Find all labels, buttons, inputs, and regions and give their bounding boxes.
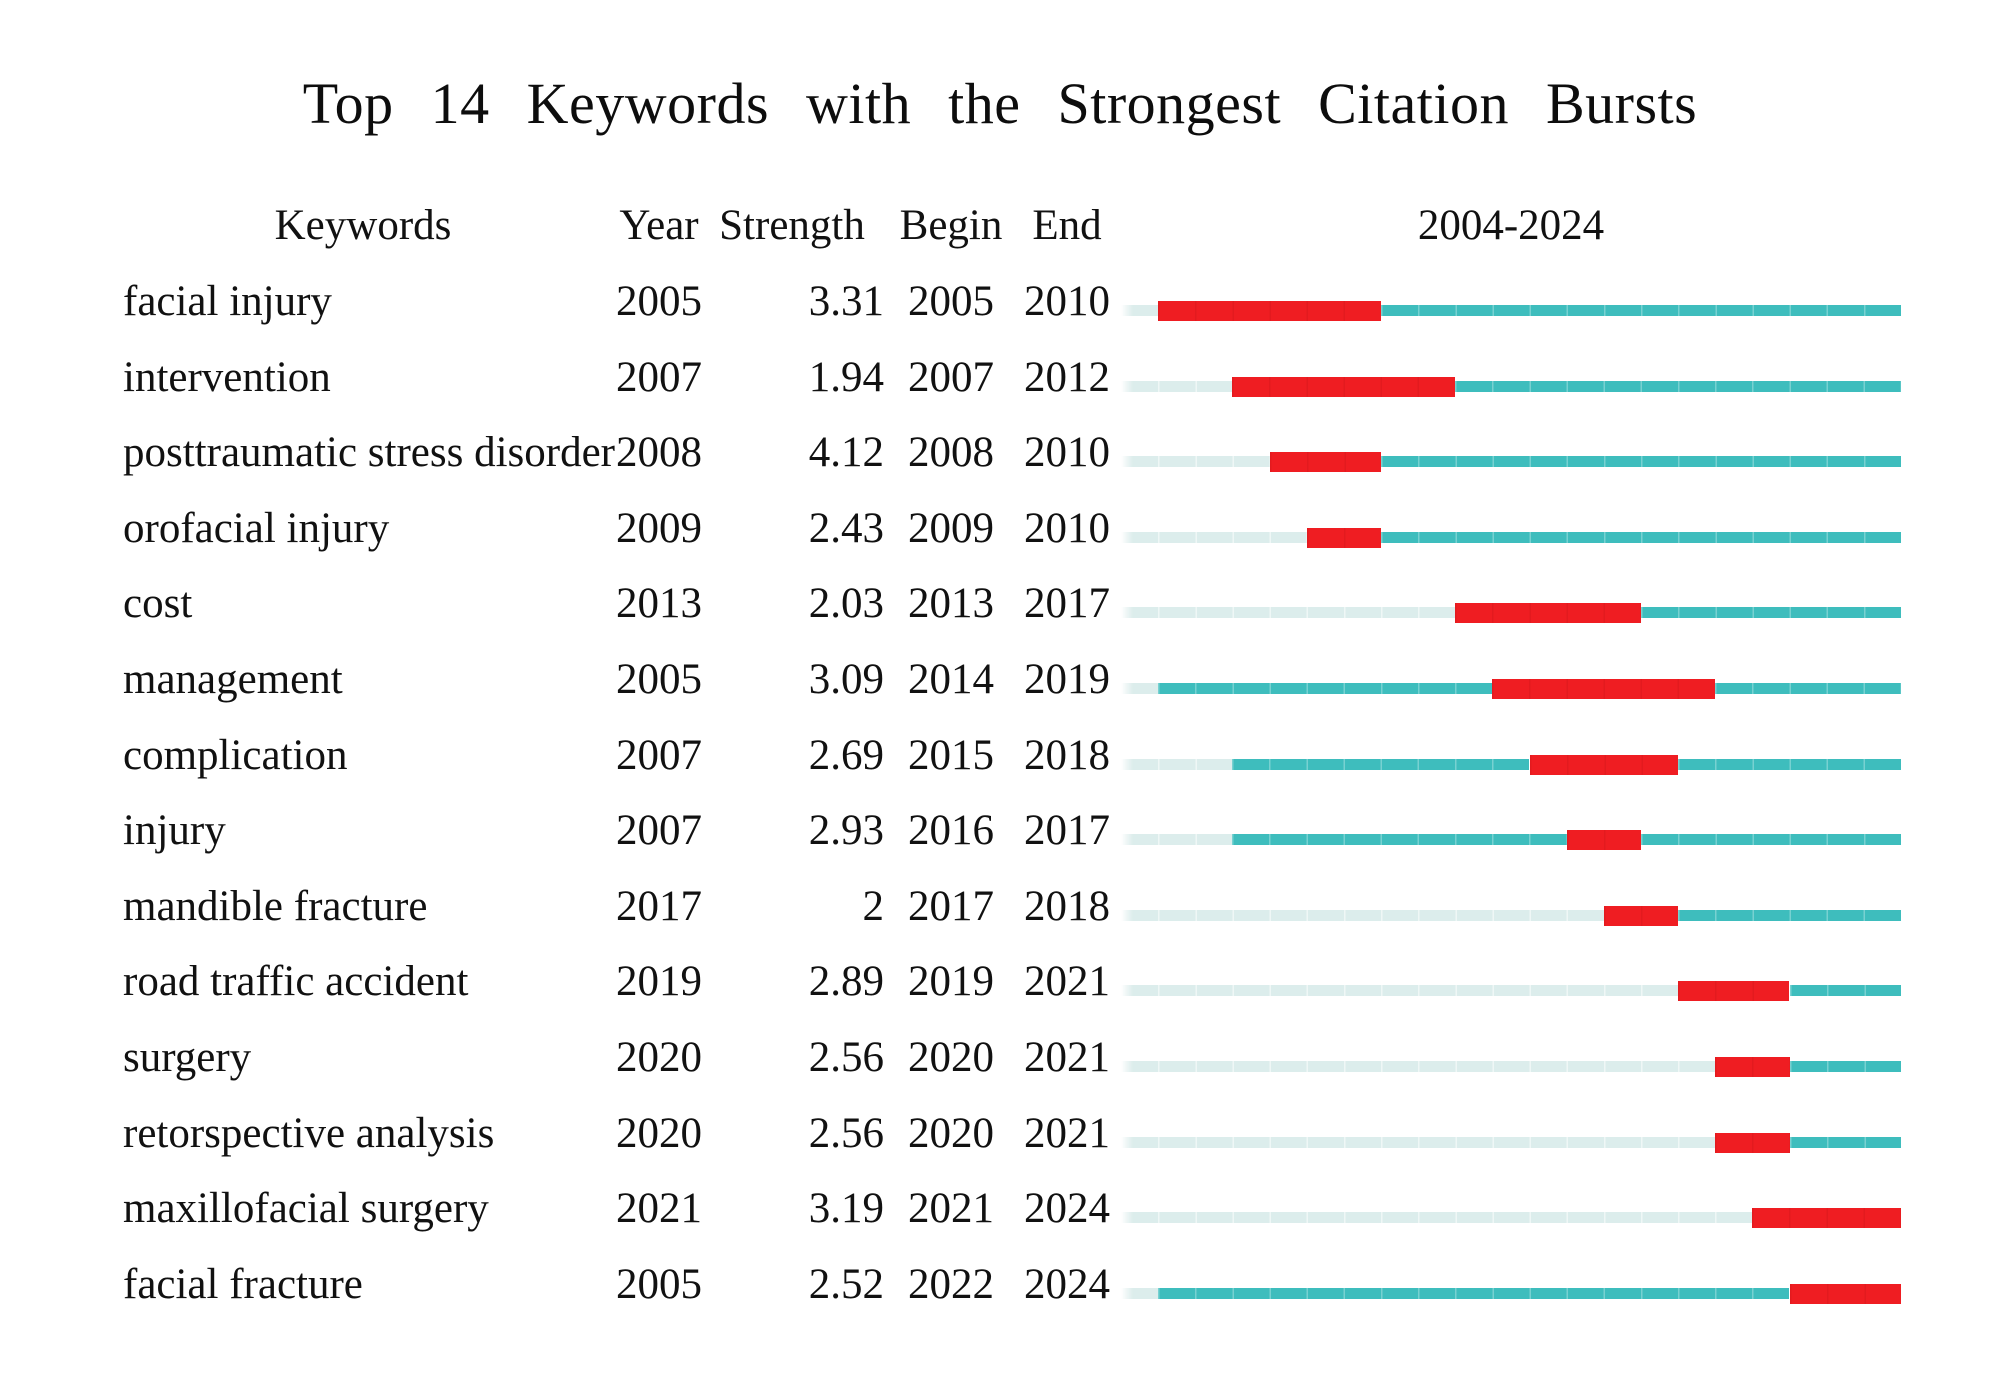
column-header-year: Year <box>619 202 699 249</box>
timeline-bar <box>1121 981 1901 1001</box>
keyword-row <box>0 944 2000 1020</box>
timeline-inactive-segment <box>1121 305 1158 316</box>
burst-segment <box>1790 1284 1901 1304</box>
timeline-bar <box>1121 906 1901 926</box>
burst-segment <box>1567 830 1641 850</box>
keyword-row <box>0 340 2000 416</box>
strength-value: 2.56 <box>808 1109 884 1157</box>
burst-segment <box>1604 906 1678 926</box>
timeline-active-segment-post <box>1678 910 1901 921</box>
end-value: 2012 <box>1024 353 1110 401</box>
end-value: 2021 <box>1024 1109 1110 1157</box>
strength-value: 2.43 <box>808 504 884 552</box>
year-value: 2017 <box>616 882 702 930</box>
strength-value: 2.89 <box>808 958 884 1006</box>
burst-segment <box>1752 1208 1901 1228</box>
timeline-bar <box>1121 603 1901 623</box>
timeline-active-segment-post <box>1641 607 1901 618</box>
timeline-active-segment-post <box>1715 683 1901 694</box>
chart-title: Top 14 Keywords with the Strongest Citation Bursts <box>302 71 1698 136</box>
burst-segment <box>1715 1133 1789 1153</box>
timeline-inactive-segment <box>1121 759 1232 770</box>
strength-value: 3.19 <box>808 1185 884 1233</box>
burst-segment <box>1715 1057 1789 1077</box>
year-value: 2005 <box>616 278 702 325</box>
year-value: 2005 <box>616 656 702 703</box>
keyword-label: surgery <box>123 1034 252 1081</box>
timeline-bar <box>1121 301 1901 321</box>
strength-value: 2 <box>862 882 884 930</box>
begin-value: 2007 <box>908 353 994 401</box>
timeline-inactive-segment <box>1121 532 1307 543</box>
timeline-bar <box>1121 1284 1901 1304</box>
begin-value: 2005 <box>908 278 994 325</box>
begin-value: 2022 <box>908 1260 994 1308</box>
keyword-label: retorspective analysis <box>123 1109 495 1157</box>
column-header-end: End <box>1032 202 1102 249</box>
strength-value: 3.31 <box>808 278 884 325</box>
timeline-bar <box>1121 1208 1901 1228</box>
end-value: 2021 <box>1024 1034 1110 1081</box>
year-value: 2021 <box>616 1185 702 1233</box>
burst-segment <box>1158 301 1381 321</box>
keyword-row <box>0 415 2000 491</box>
keyword-label: road traffic accident <box>123 958 469 1006</box>
column-header-row <box>0 196 2000 256</box>
strength-value: 2.56 <box>808 1034 884 1081</box>
begin-value: 2017 <box>908 882 994 930</box>
burst-segment <box>1270 452 1381 472</box>
timeline-bar <box>1121 1133 1901 1153</box>
end-value: 2019 <box>1024 656 1110 703</box>
end-value: 2021 <box>1024 958 1110 1006</box>
year-value: 2007 <box>616 807 702 855</box>
column-header-period: 2004-2024 <box>1417 202 1605 249</box>
timeline-active-segment-post <box>1381 456 1901 467</box>
timeline-bar <box>1121 755 1901 775</box>
column-header-begin: Begin <box>899 202 1003 249</box>
keyword-label: orofacial injury <box>123 504 390 552</box>
timeline-active-segment-pre <box>1158 683 1492 694</box>
year-value: 2019 <box>616 958 702 1006</box>
strength-value: 3.09 <box>808 656 884 703</box>
timeline-inactive-segment <box>1121 985 1678 996</box>
timeline-bar <box>1121 377 1901 397</box>
begin-value: 2019 <box>908 958 994 1006</box>
strength-value: 2.93 <box>808 807 884 855</box>
keyword-label: intervention <box>123 353 331 401</box>
keyword-row <box>0 566 2000 642</box>
burst-segment <box>1232 377 1455 397</box>
timeline-inactive-segment <box>1121 607 1455 618</box>
column-header-strength: Strength <box>719 202 865 249</box>
timeline-active-segment-post <box>1790 1137 1901 1148</box>
strength-value: 4.12 <box>808 429 884 477</box>
strength-value: 2.69 <box>808 731 884 779</box>
end-value: 2017 <box>1024 580 1110 628</box>
keyword-row <box>0 642 2000 718</box>
burst-segment <box>1307 528 1381 548</box>
begin-value: 2020 <box>908 1109 994 1157</box>
begin-value: 2015 <box>908 731 994 779</box>
keyword-label: complication <box>123 731 348 779</box>
year-value: 2009 <box>616 504 702 552</box>
timeline-active-segment-pre <box>1232 834 1566 845</box>
year-value: 2005 <box>616 1260 702 1308</box>
timeline-inactive-segment <box>1121 456 1270 467</box>
column-header-keywords: Keywords <box>274 202 452 249</box>
burst-segment <box>1455 603 1641 623</box>
keyword-row <box>0 718 2000 794</box>
timeline-active-segment-post <box>1381 532 1901 543</box>
timeline-bar <box>1121 528 1901 548</box>
burst-segment <box>1492 679 1715 699</box>
timeline-inactive-segment <box>1121 1061 1715 1072</box>
keyword-label: management <box>123 656 343 703</box>
strength-value: 2.52 <box>808 1260 884 1308</box>
year-value: 2020 <box>616 1034 702 1081</box>
timeline-bar <box>1121 830 1901 850</box>
end-value: 2010 <box>1024 504 1110 552</box>
keyword-label: facial fracture <box>123 1260 363 1308</box>
keyword-row <box>0 491 2000 567</box>
keyword-label: injury <box>123 807 226 855</box>
strength-value: 1.94 <box>808 353 884 401</box>
keyword-row <box>0 264 2000 340</box>
burst-segment <box>1678 981 1789 1001</box>
year-value: 2013 <box>616 580 702 628</box>
keyword-label: mandible fracture <box>123 882 428 930</box>
timeline-bar <box>1121 1057 1901 1077</box>
year-value: 2008 <box>616 429 702 477</box>
begin-value: 2009 <box>908 504 994 552</box>
keyword-label: cost <box>123 580 193 628</box>
timeline-active-segment-post <box>1790 1061 1901 1072</box>
begin-value: 2014 <box>908 656 994 703</box>
end-value: 2017 <box>1024 807 1110 855</box>
timeline-bar <box>1121 679 1901 699</box>
keyword-row <box>0 1171 2000 1247</box>
year-value: 2020 <box>616 1109 702 1157</box>
timeline-inactive-segment <box>1121 1212 1752 1223</box>
keyword-label: facial injury <box>123 278 332 325</box>
keyword-row <box>0 869 2000 945</box>
timeline-inactive-segment <box>1121 1137 1715 1148</box>
timeline-active-segment-post <box>1790 985 1901 996</box>
timeline-active-segment-post <box>1641 834 1901 845</box>
timeline-bar <box>1121 452 1901 472</box>
keyword-row <box>0 1020 2000 1096</box>
end-value: 2010 <box>1024 278 1110 325</box>
keyword-row <box>0 793 2000 869</box>
year-value: 2007 <box>616 731 702 779</box>
timeline-inactive-segment <box>1121 910 1604 921</box>
timeline-inactive-segment <box>1121 683 1158 694</box>
keyword-row <box>0 1096 2000 1172</box>
burst-segment <box>1530 755 1679 775</box>
end-value: 2024 <box>1024 1185 1110 1233</box>
timeline-active-segment-pre <box>1232 759 1529 770</box>
begin-value: 2013 <box>908 580 994 628</box>
timeline-inactive-segment <box>1121 381 1232 392</box>
timeline-active-segment-pre <box>1158 1288 1789 1299</box>
timeline-inactive-segment <box>1121 834 1232 845</box>
begin-value: 2016 <box>908 807 994 855</box>
end-value: 2024 <box>1024 1260 1110 1308</box>
timeline-inactive-segment <box>1121 1288 1158 1299</box>
keyword-row <box>0 1247 2000 1323</box>
begin-value: 2008 <box>908 429 994 477</box>
end-value: 2018 <box>1024 731 1110 779</box>
begin-value: 2021 <box>908 1185 994 1233</box>
keyword-label: posttraumatic stress disorder <box>123 429 616 477</box>
year-value: 2007 <box>616 353 702 401</box>
strength-value: 2.03 <box>808 580 884 628</box>
begin-value: 2020 <box>908 1034 994 1081</box>
end-value: 2018 <box>1024 882 1110 930</box>
timeline-active-segment-post <box>1381 305 1901 316</box>
timeline-active-segment-post <box>1678 759 1901 770</box>
keyword-label: maxillofacial surgery <box>123 1185 489 1233</box>
timeline-active-segment-post <box>1455 381 1901 392</box>
end-value: 2010 <box>1024 429 1110 477</box>
